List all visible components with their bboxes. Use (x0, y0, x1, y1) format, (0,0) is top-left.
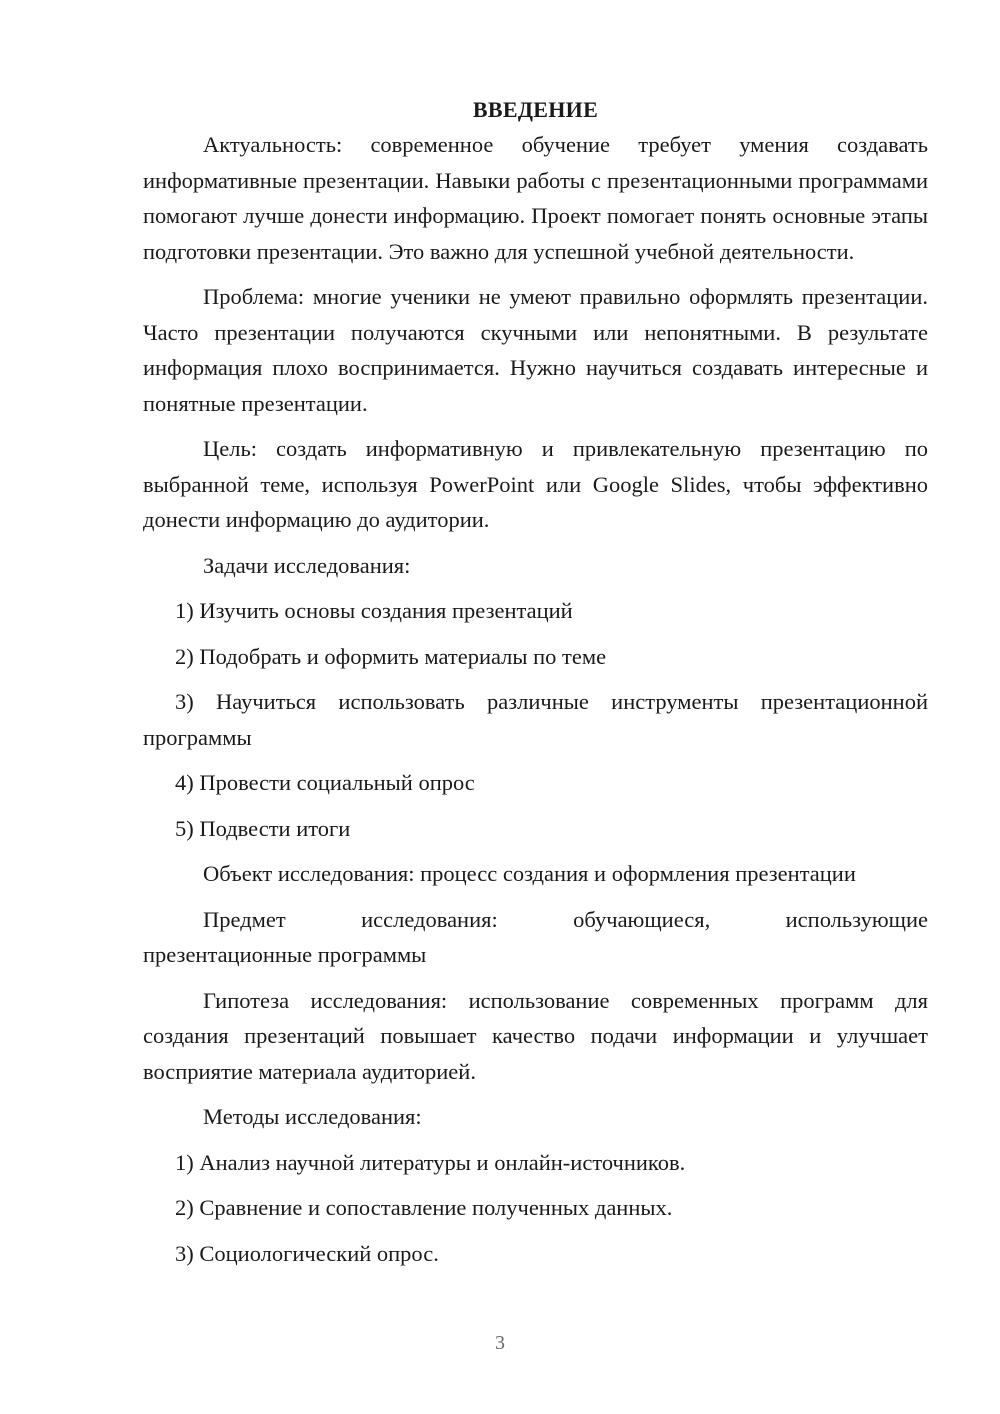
method-item-3: 3) Социологический опрос. (175, 1240, 439, 1266)
task-item-2: 2) Подобрать и оформить материалы по теме (175, 643, 607, 669)
subject-word: Предмет (203, 906, 286, 932)
page-number: 3 (495, 1332, 505, 1354)
goal-paragraph: Цель: создать информативную и привлекательную презентацию по выбранной теме, используя PowerPoint или Google Slides, чтобы эффективно донести информацию до аудитории. (143, 436, 928, 532)
methods-label: Методы исследования: (203, 1104, 422, 1129)
task-item-4: 4) Провести социальный опрос (175, 770, 475, 795)
object-paragraph: Объект исследования: процесс создания и оформления презентации (203, 861, 856, 886)
method-item-1: 1) Анализ научной литературы и онлайн-источников. (175, 1149, 686, 1175)
subject-first-line (143, 902, 928, 938)
subject-paragraph (143, 902, 928, 973)
section-heading: ВВЕДЕНИЕ (472, 97, 599, 122)
relevance-paragraph: Актуальность: современное обучение требует умения создавать информативные презентации. Навыки работы с презентационными программами помогают лучше донести информацию. Проект помогает понять основные этапы подготовки презентации. Это важно для успешной учебной деятельности. (143, 132, 928, 264)
subject-word: обучающиеся, (573, 906, 711, 932)
method-item-2: 2) Сравнение и сопоставление полученных данных. (175, 1195, 673, 1220)
task-item-5: 5) Подвести итоги (175, 815, 351, 841)
tasks-label: Задачи исследования: (203, 552, 411, 578)
subject-word: исследования: (361, 906, 498, 932)
task-item-1: 1) Изучить основы создания презентаций (175, 598, 573, 623)
subject-continuation: презентационные программы (143, 942, 427, 967)
subject-word: использующие (785, 906, 928, 932)
problem-paragraph: Проблема: многие ученики не умеют правильно оформлять презентации. Часто презентации получаются скучными или непонятными. В результате информация плохо воспринимается. Нужно научиться создавать интересные и понятные презентации. (143, 284, 928, 416)
document-page (143, 93, 928, 1281)
hypothesis-paragraph: Гипотеза исследования: использование современных программ для создания презентаций повышает качество подачи информации и улучшает восприятие материала аудиторией. (143, 987, 928, 1084)
task-item-3: 3) Научиться использовать различные инструменты презентационной программы (143, 689, 928, 750)
